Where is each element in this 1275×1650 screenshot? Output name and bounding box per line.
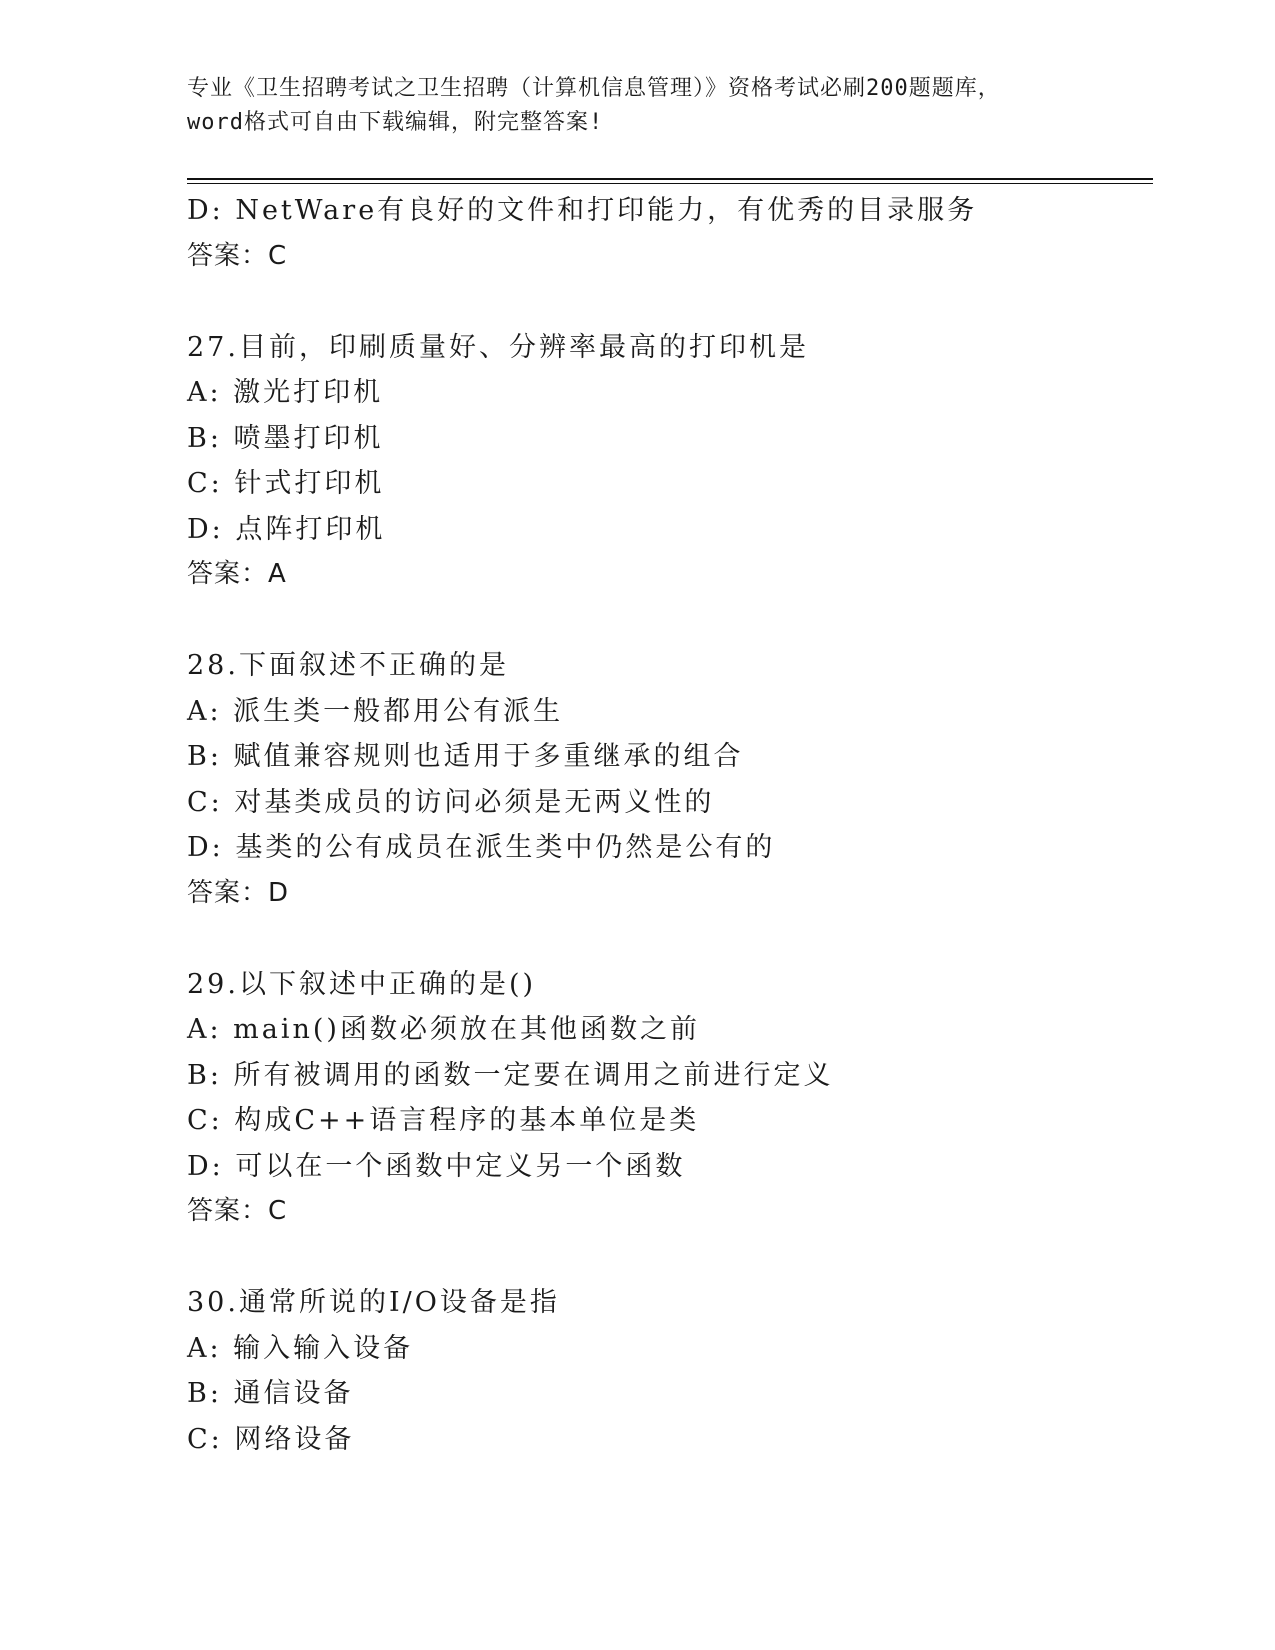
q27-option-c: C: 针式打印机 — [187, 468, 385, 499]
q29-option-b: B: 所有被调用的函数一定要在调用之前进行定义 — [187, 1059, 834, 1091]
q30-option-a: A: 输入输入设备 — [187, 1332, 414, 1364]
header-line-1: 专业《卫生招聘考试之卫生招聘（计算机信息管理）》资格考试必刷200题题库， — [187, 76, 1001, 101]
question-list — [187, 188, 1147, 1462]
q29-option-a: A: main()函数必须放在其他函数之前 — [187, 1014, 700, 1045]
q27-answer: 答案：A — [187, 559, 287, 589]
header-divider-thick — [187, 178, 1153, 180]
q26-option-d: D: NetWare有良好的文件和打印能力，有优秀的目录服务 — [187, 195, 978, 226]
q28-option-b: B: 赋值兼容规则也适用于多重继承的组合 — [187, 741, 744, 772]
q29-option-d: D: 可以在一个函数中定义另一个函数 — [187, 1150, 686, 1182]
q30-option-b: B: 通信设备 — [187, 1378, 354, 1409]
q30-option-c: C: 网络设备 — [187, 1423, 355, 1455]
q28-answer: 答案：D — [187, 877, 290, 908]
q29-option-c: C: 构成C++语言程序的基本单位是类 — [187, 1105, 700, 1136]
spacer — [187, 916, 1147, 962]
spacer — [187, 279, 1147, 325]
header-divider-thin — [187, 183, 1153, 184]
q27-question: 27.目前，印刷质量好、分辨率最高的打印机是 — [187, 331, 809, 363]
q27-option-d: D: 点阵打印机 — [187, 513, 386, 545]
q26-answer: 答案：C — [187, 240, 288, 271]
document-header — [187, 72, 1087, 140]
q29-question: 29.以下叙述中正确的是() — [187, 968, 537, 1000]
q28-option-a: A: 派生类一般都用公有派生 — [187, 695, 564, 727]
q28-question: 28.下面叙述不正确的是 — [187, 650, 509, 681]
q28-option-c: C: 对基类成员的访问必须是无两义性的 — [187, 786, 715, 818]
spacer — [187, 598, 1147, 644]
q30-question: 30.通常所说的I/O设备是指 — [187, 1287, 560, 1318]
q27-option-b: B: 喷墨打印机 — [187, 422, 384, 454]
q29-answer: 答案：C — [187, 1196, 288, 1226]
q28-option-d: D: 基类的公有成员在派生类中仍然是公有的 — [187, 832, 776, 863]
q27-option-a: A: 激光打印机 — [187, 377, 384, 408]
header-line-2: word格式可自由下载编辑，附完整答案! — [187, 110, 604, 135]
spacer — [187, 1235, 1147, 1281]
